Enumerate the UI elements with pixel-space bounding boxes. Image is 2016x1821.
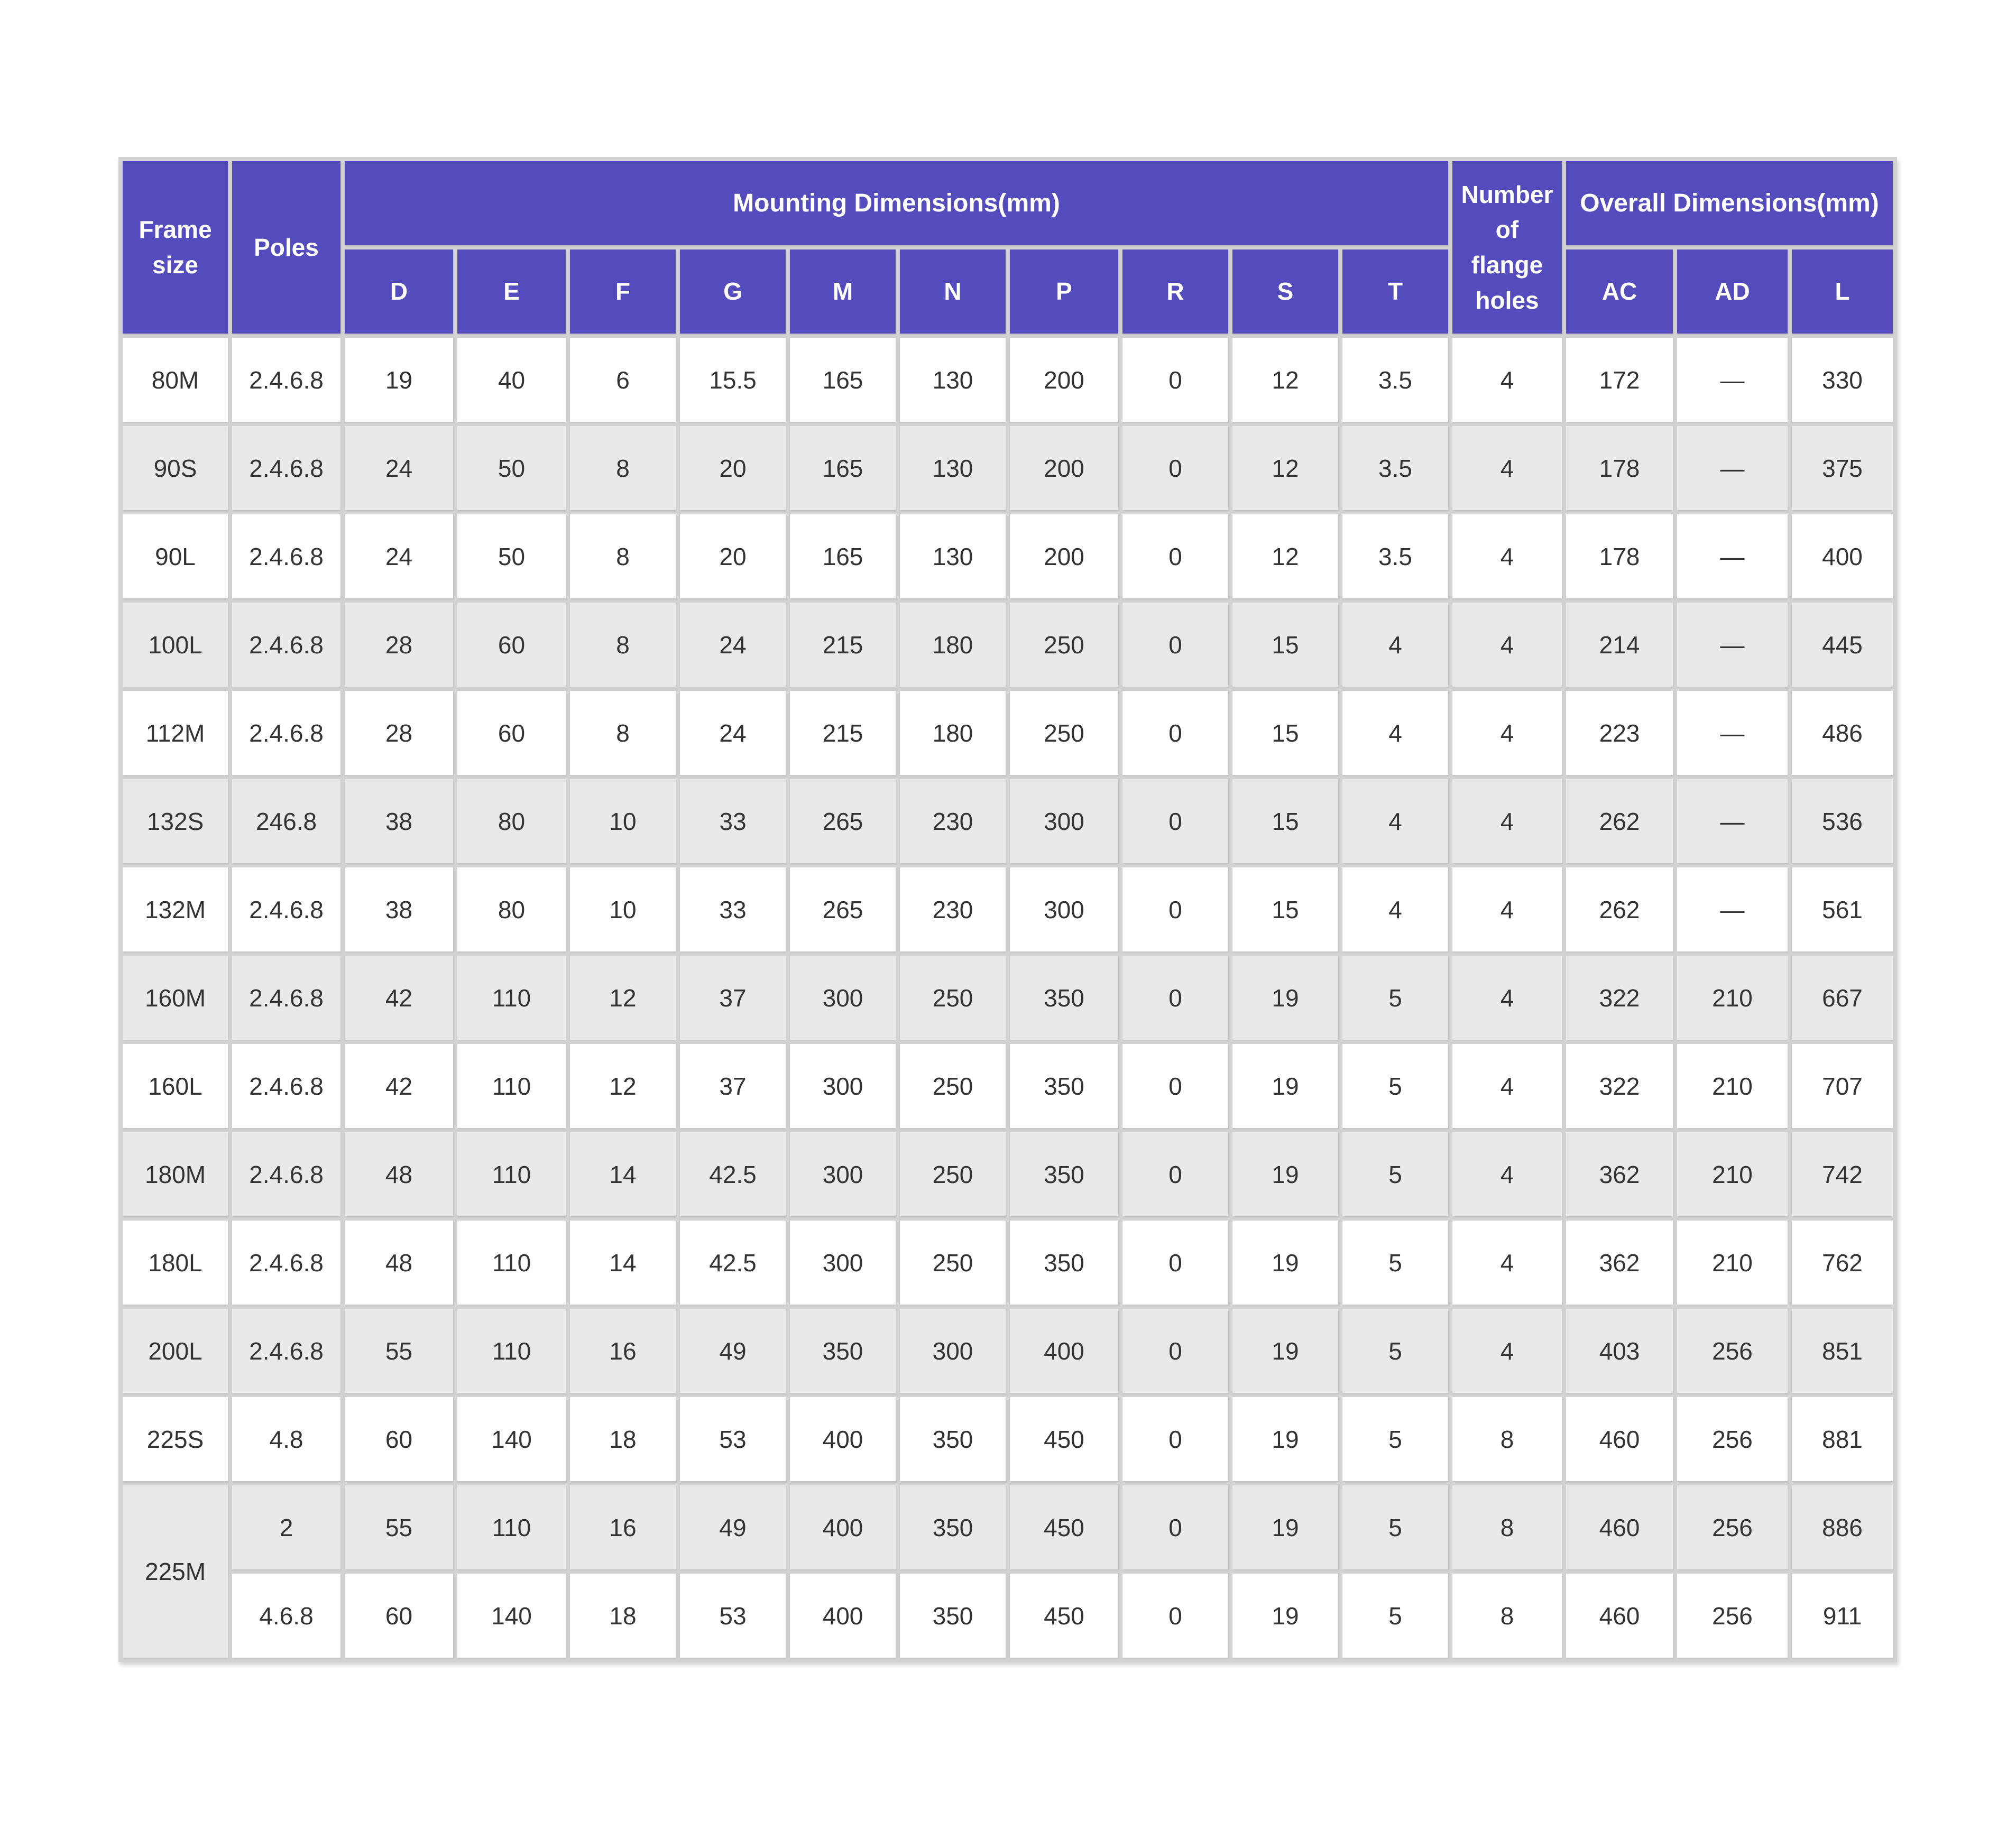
- poles-cell: 2.4.6.8: [232, 1132, 340, 1216]
- value-cell: 362: [1566, 1221, 1673, 1305]
- value-cell: 19: [1232, 1574, 1338, 1658]
- value-cell: 33: [680, 867, 786, 951]
- value-cell: 4: [1452, 779, 1562, 863]
- value-cell: 911: [1792, 1574, 1893, 1658]
- value-cell: 250: [900, 1132, 1006, 1216]
- header-col-m: M: [790, 249, 896, 334]
- value-cell: 200: [1010, 514, 1118, 598]
- value-cell: 223: [1566, 691, 1673, 775]
- header-col-g: G: [680, 249, 786, 334]
- value-cell: 10: [570, 779, 676, 863]
- value-cell: 12: [570, 956, 676, 1040]
- value-cell: 210: [1677, 1044, 1788, 1128]
- table-row: [123, 514, 1893, 598]
- value-cell: 16: [570, 1485, 676, 1569]
- frame-size-cell: 180L: [123, 1221, 228, 1305]
- value-cell: 80: [457, 867, 566, 951]
- value-cell: 49: [680, 1485, 786, 1569]
- value-cell: 4: [1342, 779, 1448, 863]
- header-col-t: T: [1342, 249, 1448, 334]
- value-cell: 400: [1010, 1309, 1118, 1393]
- value-cell: 16: [570, 1309, 676, 1393]
- table-row: [123, 1132, 1893, 1216]
- value-cell: 350: [790, 1309, 896, 1393]
- header-sub-row: [123, 249, 1893, 334]
- value-cell: 881: [1792, 1397, 1893, 1481]
- value-cell: 322: [1566, 1044, 1673, 1128]
- poles-cell: 2.4.6.8: [232, 1044, 340, 1128]
- frame-size-cell: 132M: [123, 867, 228, 951]
- poles-cell: 246.8: [232, 779, 340, 863]
- value-cell: 53: [680, 1574, 786, 1658]
- value-cell: 851: [1792, 1309, 1893, 1393]
- value-cell: 300: [1010, 779, 1118, 863]
- frame-size-cell: 160L: [123, 1044, 228, 1128]
- value-cell: 4: [1342, 603, 1448, 687]
- value-cell: 37: [680, 1044, 786, 1128]
- value-cell: 322: [1566, 956, 1673, 1040]
- frame-size-cell: 80M: [123, 338, 228, 422]
- value-cell: 403: [1566, 1309, 1673, 1393]
- value-cell: 0: [1122, 1574, 1228, 1658]
- value-cell: 742: [1792, 1132, 1893, 1216]
- poles-cell: 2.4.6.8: [232, 338, 340, 422]
- value-cell: 178: [1566, 426, 1673, 510]
- value-cell: 330: [1792, 338, 1893, 422]
- value-cell: 33: [680, 779, 786, 863]
- value-cell: 8: [1452, 1397, 1562, 1481]
- header-flange-holes-label: Number of flange holes: [1461, 180, 1553, 314]
- value-cell: 265: [790, 779, 896, 863]
- value-cell: 53: [680, 1397, 786, 1481]
- value-cell: 445: [1792, 603, 1893, 687]
- value-cell: 38: [345, 867, 453, 951]
- header-col-n: N: [900, 249, 1006, 334]
- value-cell: 4: [1452, 691, 1562, 775]
- value-cell: 210: [1677, 1132, 1788, 1216]
- value-cell: 18: [570, 1574, 676, 1658]
- value-cell: 180: [900, 603, 1006, 687]
- table-row: [123, 867, 1893, 951]
- value-cell: 4: [1452, 1132, 1562, 1216]
- value-cell: 265: [790, 867, 896, 951]
- value-cell: 110: [457, 1221, 566, 1305]
- value-cell: 12: [1232, 426, 1338, 510]
- value-cell: 14: [570, 1132, 676, 1216]
- value-cell: 536: [1792, 779, 1893, 863]
- value-cell: 165: [790, 338, 896, 422]
- frame-size-cell: 112M: [123, 691, 228, 775]
- value-cell: 230: [900, 867, 1006, 951]
- header-overall-dimensions: [1566, 161, 1893, 245]
- value-cell: 42: [345, 1044, 453, 1128]
- value-cell: 165: [790, 426, 896, 510]
- value-cell: 19: [1232, 1221, 1338, 1305]
- value-cell: 28: [345, 691, 453, 775]
- poles-cell: 4.8: [232, 1397, 340, 1481]
- header-col-s: S: [1232, 249, 1338, 334]
- value-cell: 4: [1452, 867, 1562, 951]
- value-cell: 300: [790, 1132, 896, 1216]
- value-cell: 0: [1122, 691, 1228, 775]
- value-cell: 350: [1010, 1132, 1118, 1216]
- value-cell: 19: [345, 338, 453, 422]
- value-cell: 8: [1452, 1485, 1562, 1569]
- value-cell: 230: [900, 779, 1006, 863]
- table-row: [123, 1044, 1893, 1128]
- value-cell: 460: [1566, 1397, 1673, 1481]
- value-cell: 60: [457, 603, 566, 687]
- value-cell: 48: [345, 1221, 453, 1305]
- value-cell: 50: [457, 514, 566, 598]
- value-cell: 300: [790, 1044, 896, 1128]
- value-cell: 15: [1232, 691, 1338, 775]
- value-cell: 300: [900, 1309, 1006, 1393]
- value-cell: 4: [1452, 338, 1562, 422]
- header-mounting-dimensions: [345, 161, 1448, 245]
- value-cell: 215: [790, 603, 896, 687]
- value-cell: 0: [1122, 603, 1228, 687]
- value-cell: 210: [1677, 1221, 1788, 1305]
- value-cell: 15: [1232, 867, 1338, 951]
- value-cell: 350: [900, 1485, 1006, 1569]
- header-col-f: F: [570, 249, 676, 334]
- header-flange-holes: [1452, 161, 1562, 334]
- value-cell: 886: [1792, 1485, 1893, 1569]
- value-cell: 707: [1792, 1044, 1893, 1128]
- table-row: [123, 1309, 1893, 1393]
- value-cell: 6: [570, 338, 676, 422]
- value-cell: 250: [1010, 691, 1118, 775]
- value-cell: 19: [1232, 1485, 1338, 1569]
- poles-cell: 2.4.6.8: [232, 867, 340, 951]
- value-cell: 50: [457, 426, 566, 510]
- table-row: [123, 1485, 1893, 1569]
- poles-cell: 2.4.6.8: [232, 603, 340, 687]
- frame-size-cell: 90S: [123, 426, 228, 510]
- value-cell: 450: [1010, 1397, 1118, 1481]
- value-cell: 250: [900, 1221, 1006, 1305]
- frame-size-cell: 100L: [123, 603, 228, 687]
- value-cell: —: [1677, 779, 1788, 863]
- value-cell: 130: [900, 426, 1006, 510]
- header-overall-dimensions-label: Overall Dimensions(mm): [1580, 189, 1879, 217]
- value-cell: 350: [900, 1574, 1006, 1658]
- table-row: [123, 338, 1893, 422]
- value-cell: 250: [1010, 603, 1118, 687]
- value-cell: 3.5: [1342, 426, 1448, 510]
- value-cell: 0: [1122, 426, 1228, 510]
- table-row: [123, 779, 1893, 863]
- value-cell: —: [1677, 426, 1788, 510]
- value-cell: 0: [1122, 1221, 1228, 1305]
- value-cell: 38: [345, 779, 453, 863]
- value-cell: 210: [1677, 956, 1788, 1040]
- value-cell: 5: [1342, 1485, 1448, 1569]
- value-cell: 450: [1010, 1485, 1118, 1569]
- value-cell: 140: [457, 1397, 566, 1481]
- value-cell: 12: [570, 1044, 676, 1128]
- value-cell: —: [1677, 514, 1788, 598]
- table-row: [123, 956, 1893, 1040]
- value-cell: 19: [1232, 1044, 1338, 1128]
- value-cell: 130: [900, 338, 1006, 422]
- value-cell: 762: [1792, 1221, 1893, 1305]
- value-cell: —: [1677, 867, 1788, 951]
- value-cell: 15.5: [680, 338, 786, 422]
- value-cell: 350: [1010, 956, 1118, 1040]
- value-cell: 8: [570, 603, 676, 687]
- value-cell: 12: [1232, 514, 1338, 598]
- value-cell: 165: [790, 514, 896, 598]
- value-cell: 350: [1010, 1044, 1118, 1128]
- header-mounting-dimensions-label: Mounting Dimensions(mm): [733, 189, 1060, 217]
- value-cell: 250: [900, 1044, 1006, 1128]
- frame-size-cell: 225S: [123, 1397, 228, 1481]
- value-cell: 8: [570, 426, 676, 510]
- value-cell: 486: [1792, 691, 1893, 775]
- value-cell: 200: [1010, 426, 1118, 510]
- value-cell: 200: [1010, 338, 1118, 422]
- table-row: [123, 1221, 1893, 1305]
- value-cell: —: [1677, 603, 1788, 687]
- value-cell: 110: [457, 1044, 566, 1128]
- value-cell: 256: [1677, 1397, 1788, 1481]
- table-row: [123, 603, 1893, 687]
- header-col-ad: AD: [1677, 249, 1788, 334]
- value-cell: 375: [1792, 426, 1893, 510]
- poles-cell: 4.6.8: [232, 1574, 340, 1658]
- value-cell: 110: [457, 956, 566, 1040]
- frame-size-cell: 160M: [123, 956, 228, 1040]
- table-row: [123, 426, 1893, 510]
- value-cell: 4: [1452, 514, 1562, 598]
- value-cell: 24: [680, 691, 786, 775]
- value-cell: 400: [790, 1485, 896, 1569]
- value-cell: 110: [457, 1132, 566, 1216]
- value-cell: 5: [1342, 1221, 1448, 1305]
- value-cell: 0: [1122, 1397, 1228, 1481]
- value-cell: 60: [345, 1574, 453, 1658]
- value-cell: —: [1677, 338, 1788, 422]
- frame-size-cell: 225M: [123, 1485, 228, 1658]
- value-cell: 80: [457, 779, 566, 863]
- value-cell: 12: [1232, 338, 1338, 422]
- value-cell: 55: [345, 1485, 453, 1569]
- value-cell: 460: [1566, 1485, 1673, 1569]
- value-cell: 0: [1122, 1132, 1228, 1216]
- value-cell: 28: [345, 603, 453, 687]
- header-frame-size-label: Frame size: [139, 216, 212, 279]
- value-cell: 37: [680, 956, 786, 1040]
- poles-cell: 2.4.6.8: [232, 1309, 340, 1393]
- table-header: [123, 161, 1893, 334]
- value-cell: 561: [1792, 867, 1893, 951]
- value-cell: 0: [1122, 1044, 1228, 1128]
- value-cell: 4: [1452, 426, 1562, 510]
- value-cell: 4: [1452, 1044, 1562, 1128]
- value-cell: 140: [457, 1574, 566, 1658]
- value-cell: 49: [680, 1309, 786, 1393]
- value-cell: 110: [457, 1309, 566, 1393]
- value-cell: 3.5: [1342, 338, 1448, 422]
- frame-size-cell: 200L: [123, 1309, 228, 1393]
- value-cell: 48: [345, 1132, 453, 1216]
- value-cell: 300: [790, 956, 896, 1040]
- poles-cell: 2.4.6.8: [232, 426, 340, 510]
- frame-size-cell: 180M: [123, 1132, 228, 1216]
- value-cell: 5: [1342, 1132, 1448, 1216]
- value-cell: 0: [1122, 514, 1228, 598]
- value-cell: 60: [345, 1397, 453, 1481]
- value-cell: 178: [1566, 514, 1673, 598]
- value-cell: 180: [900, 691, 1006, 775]
- table-row: [123, 1574, 1893, 1658]
- header-frame-size: [123, 161, 228, 334]
- value-cell: 5: [1342, 1309, 1448, 1393]
- value-cell: 256: [1677, 1309, 1788, 1393]
- value-cell: 15: [1232, 603, 1338, 687]
- value-cell: 4: [1342, 691, 1448, 775]
- header-group-row: [123, 161, 1893, 245]
- value-cell: 350: [1010, 1221, 1118, 1305]
- table-row: [123, 691, 1893, 775]
- poles-cell: 2.4.6.8: [232, 691, 340, 775]
- value-cell: 172: [1566, 338, 1673, 422]
- poles-cell: 2.4.6.8: [232, 956, 340, 1040]
- value-cell: 4: [1452, 1221, 1562, 1305]
- motor-dimensions-table: [118, 157, 1897, 1662]
- value-cell: 4: [1452, 603, 1562, 687]
- value-cell: 19: [1232, 1132, 1338, 1216]
- value-cell: 215: [790, 691, 896, 775]
- value-cell: 19: [1232, 956, 1338, 1040]
- value-cell: 0: [1122, 338, 1228, 422]
- value-cell: 4: [1342, 867, 1448, 951]
- value-cell: 5: [1342, 1044, 1448, 1128]
- table-body: [123, 338, 1893, 1658]
- frame-size-cell: 90L: [123, 514, 228, 598]
- value-cell: 362: [1566, 1132, 1673, 1216]
- value-cell: 24: [345, 514, 453, 598]
- header-col-e: E: [457, 249, 566, 334]
- value-cell: 110: [457, 1485, 566, 1569]
- value-cell: 450: [1010, 1574, 1118, 1658]
- value-cell: 8: [570, 691, 676, 775]
- value-cell: 0: [1122, 956, 1228, 1040]
- value-cell: 20: [680, 514, 786, 598]
- value-cell: 667: [1792, 956, 1893, 1040]
- value-cell: —: [1677, 691, 1788, 775]
- header-col-l: L: [1792, 249, 1893, 334]
- value-cell: 400: [1792, 514, 1893, 598]
- value-cell: 400: [790, 1397, 896, 1481]
- value-cell: 24: [345, 426, 453, 510]
- value-cell: 400: [790, 1574, 896, 1658]
- header-col-p: P: [1010, 249, 1118, 334]
- poles-cell: 2: [232, 1485, 340, 1569]
- value-cell: 42.5: [680, 1221, 786, 1305]
- value-cell: 5: [1342, 1574, 1448, 1658]
- value-cell: 15: [1232, 779, 1338, 863]
- value-cell: 250: [900, 956, 1006, 1040]
- header-poles: [232, 161, 340, 334]
- value-cell: 0: [1122, 867, 1228, 951]
- value-cell: 0: [1122, 1309, 1228, 1393]
- value-cell: 4: [1452, 1309, 1562, 1393]
- value-cell: 130: [900, 514, 1006, 598]
- value-cell: 256: [1677, 1485, 1788, 1569]
- value-cell: 42: [345, 956, 453, 1040]
- value-cell: 19: [1232, 1397, 1338, 1481]
- value-cell: 5: [1342, 1397, 1448, 1481]
- value-cell: 8: [570, 514, 676, 598]
- value-cell: 350: [900, 1397, 1006, 1481]
- value-cell: 0: [1122, 779, 1228, 863]
- table-row: [123, 1397, 1893, 1481]
- value-cell: 40: [457, 338, 566, 422]
- value-cell: 19: [1232, 1309, 1338, 1393]
- value-cell: 55: [345, 1309, 453, 1393]
- value-cell: 8: [1452, 1574, 1562, 1658]
- value-cell: 5: [1342, 956, 1448, 1040]
- value-cell: 0: [1122, 1485, 1228, 1569]
- value-cell: 42.5: [680, 1132, 786, 1216]
- value-cell: 4: [1452, 956, 1562, 1040]
- value-cell: 60: [457, 691, 566, 775]
- value-cell: 460: [1566, 1574, 1673, 1658]
- frame-size-cell: 132S: [123, 779, 228, 863]
- value-cell: 300: [790, 1221, 896, 1305]
- value-cell: 18: [570, 1397, 676, 1481]
- header-col-ac: AC: [1566, 249, 1673, 334]
- value-cell: 14: [570, 1221, 676, 1305]
- value-cell: 24: [680, 603, 786, 687]
- value-cell: 10: [570, 867, 676, 951]
- poles-cell: 2.4.6.8: [232, 1221, 340, 1305]
- value-cell: 262: [1566, 867, 1673, 951]
- header-poles-label: Poles: [254, 233, 319, 261]
- poles-cell: 2.4.6.8: [232, 514, 340, 598]
- value-cell: 300: [1010, 867, 1118, 951]
- header-col-r: R: [1122, 249, 1228, 334]
- value-cell: 256: [1677, 1574, 1788, 1658]
- value-cell: 20: [680, 426, 786, 510]
- value-cell: 214: [1566, 603, 1673, 687]
- value-cell: 3.5: [1342, 514, 1448, 598]
- header-col-d: D: [345, 249, 453, 334]
- value-cell: 262: [1566, 779, 1673, 863]
